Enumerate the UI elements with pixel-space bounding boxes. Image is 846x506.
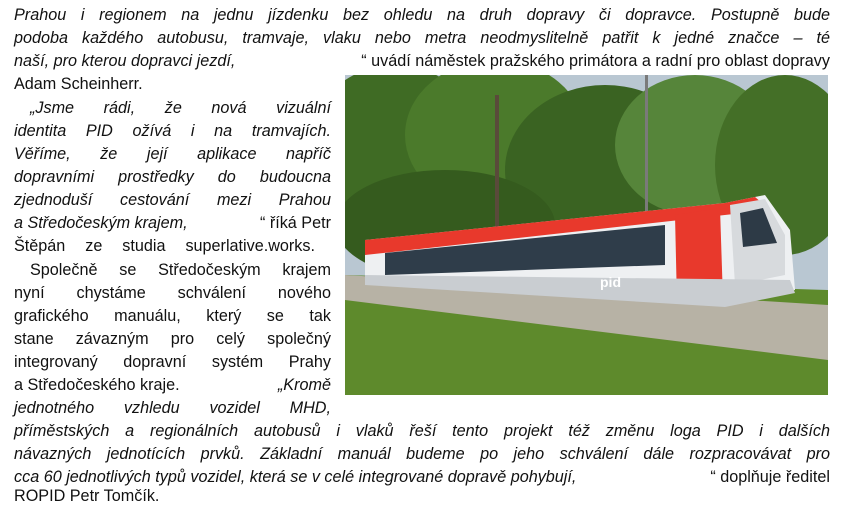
tram-illustration (345, 75, 828, 395)
paragraph-line: identita PID ožívá i na tramvajích. (14, 122, 331, 140)
paragraph-line: Věříme, že její aplikace napříč (14, 145, 331, 163)
paragraph-line: dopravními prostředky do budoucna (14, 168, 331, 186)
paragraph-line (14, 213, 331, 233)
quote-text: „Kromě (277, 376, 331, 394)
paragraph-line: stane závazným pro celý společný (14, 330, 331, 348)
paragraph-line: návazných jednotících prvků. Základní manuál budeme po jeho schválení dále rozpracovávat pro (14, 445, 830, 463)
tram-photo (345, 75, 828, 395)
body-text: a Středočeského kraje. (14, 376, 180, 394)
paragraph-line (14, 375, 331, 395)
paragraph-line: příměstských a regionálních autobusů i vlaků řeší tento projekt též změnu loga PID i dalších (14, 422, 830, 440)
paragraph-line: „Jsme rádi, že nová vizuální (30, 99, 331, 117)
paragraph-line: jednotného vzhledu vozidel MHD, (14, 399, 331, 417)
paragraph-line: integrovaný dopravní systém Prahy (14, 353, 331, 371)
paragraph-line: ROPID Petr Tomčík. (14, 487, 160, 505)
quote-text: a Středočeským krajem, (14, 214, 188, 232)
paragraph-line: Prahou i regionem na jednu jízdenku bez ohledu na druh dopravy či dopravce. Postupně bude (14, 6, 830, 24)
quote-text: cca 60 jednotlivých typů vozidel, která se v celé integrované dopravě pohybují, (14, 468, 577, 486)
attribution-text: “ říká Petr (259, 214, 331, 232)
paragraph-line: podoba každého autobusu, tramvaje, vlaku nebo metra neodmyslitelně patřit k jedné značce – té (14, 29, 830, 47)
paragraph-line (14, 467, 830, 487)
paragraph-line: Společně se Středočeským krajem (30, 261, 331, 279)
quote-text: naší, pro kterou dopravci jezdí, (14, 52, 236, 70)
paragraph-line: nyní chystáme schválení nového (14, 284, 331, 302)
paragraph-line (14, 51, 830, 71)
paragraph-line: Adam Scheinherr. (14, 75, 143, 93)
attribution-text: “ doplňuje ředitel (710, 468, 830, 486)
paragraph-line: zjednoduší cestování mezi Prahou (14, 191, 331, 209)
pid-logo: pid (600, 274, 621, 290)
attribution-text: “ uvádí náměstek pražského primátora a radní pro oblast dopravy (361, 52, 830, 70)
paragraph-line: Štěpán ze studia superlative.works. (14, 237, 315, 255)
paragraph-line: grafického manuálu, který se tak (14, 307, 331, 325)
